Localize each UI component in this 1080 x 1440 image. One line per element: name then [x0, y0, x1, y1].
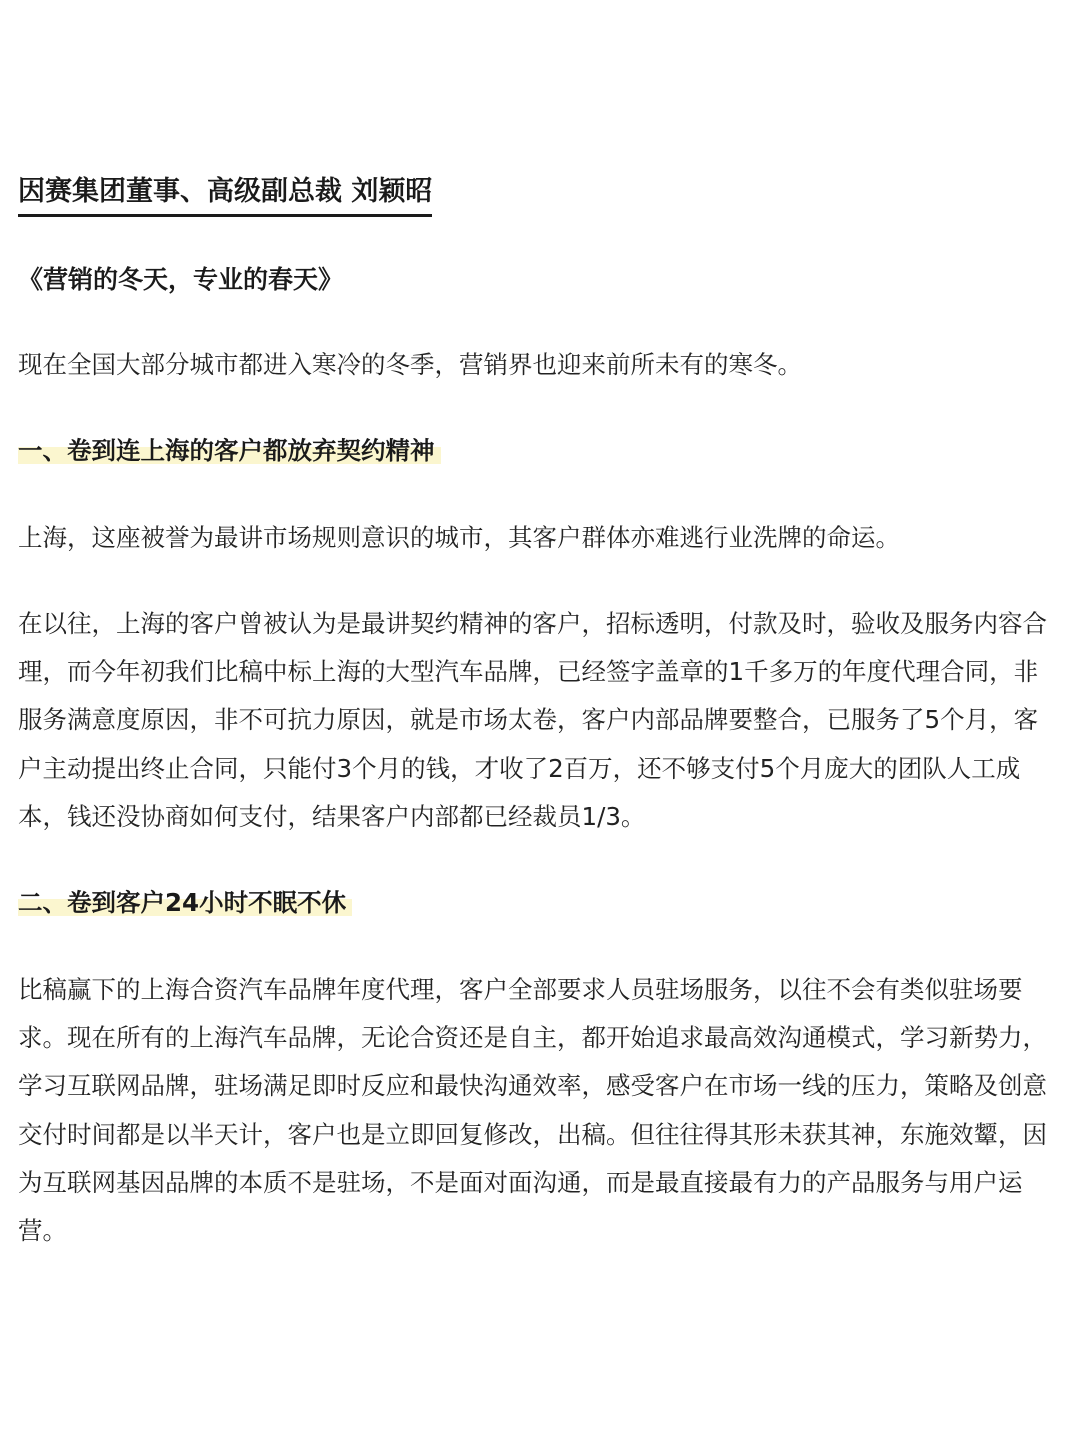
section-1-paragraph-1: 上海，这座被誉为最讲市场规则意识的城市，其客户群体亦难逃行业洗牌的命运。: [18, 523, 900, 552]
section-2-paragraph-1: 比稿赢下的上海合资汽车品牌年度代理，客户全部要求人员驻场服务，以往不会有类似驻场要求。现在所有的上海汽车品牌，无论合资还是自主，都开始追求最高效沟通模式，学习新势力，学习互联网品牌，驻场满足即时反应和最快沟通效率，感受客户在市场一线的压力，策略及创意交付时间都是以半天计，客户也是立即回复修改，出稿。但往往得其形未获其神，东施效颦，因为互联网基因品牌的本质不是驻场，不是面对面沟通，而是最直接最有力的产品服务与用户运营。: [18, 975, 1047, 1246]
author-title: 因赛集团董事、高级副总裁 刘颖昭: [18, 172, 432, 217]
section-heading-2: [18, 883, 356, 923]
article-title: 《营销的冬天，专业的春天》: [18, 265, 344, 294]
section-1-paragraph-2: 在以往，上海的客户曾被认为是最讲契约精神的客户，招标透明，付款及时，验收及服务内容合理，而今年初我们比稿中标上海的大型汽车品牌，已经签字盖章的1千多万的年度代理合同，非服务满意度原因，非不可抗力原因，就是市场太卷，客户内部品牌要整合，已服务了5个月，客户主动提出终止合同，只能付3个月的钱，才收了2百万，还不够支付5个月庞大的团队人工成本，钱还没协商如何支付，结果客户内部都已经裁员1/3。: [18, 609, 1047, 831]
section-heading-1: [18, 431, 445, 471]
intro-paragraph: 现在全国大部分城市都进入寒冷的冬季，营销界也迎来前所未有的寒冬。: [18, 350, 802, 379]
section-heading-2-text: 二、卷到客户24小时不眠不休: [18, 888, 352, 917]
section-heading-1-text: 一、卷到连上海的客户都放弃契约精神: [18, 436, 441, 465]
